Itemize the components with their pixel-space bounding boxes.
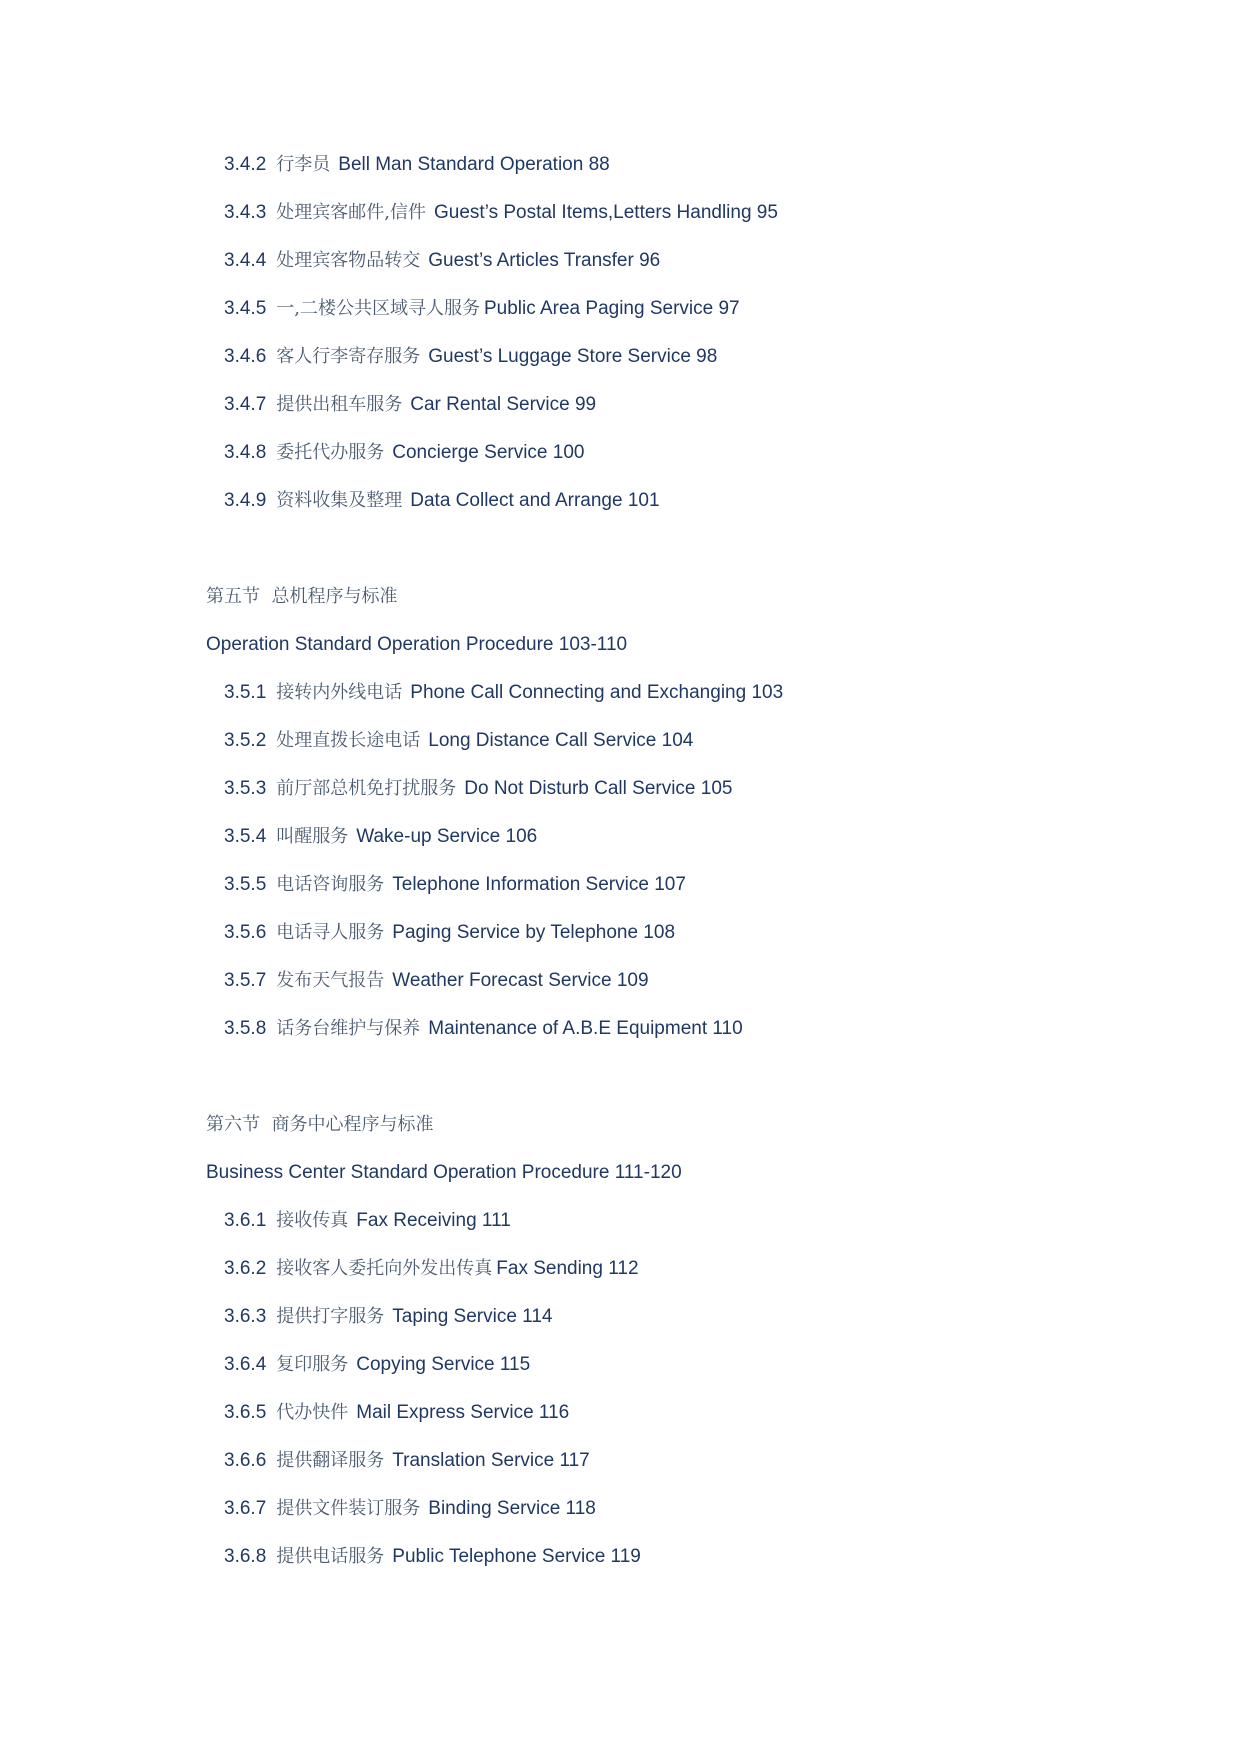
entry-title-cn: 处理直拨长途电话 — [276, 730, 421, 751]
entry-title-en: Paging Service by Telephone 108 — [392, 922, 676, 943]
toc-entry[interactable] — [224, 1545, 641, 1569]
entry-number: 3.6.7 — [224, 1498, 267, 1519]
section-title-en: Operation Standard Operation Procedure 103-110 — [206, 634, 628, 655]
toc-entry[interactable] — [224, 777, 732, 801]
entry-title-cn: 客人行李寄存服务 — [276, 346, 421, 367]
entry-number: 3.4.7 — [224, 394, 267, 415]
entry-title-cn: 接收客人委托向外发出传真 — [276, 1258, 493, 1279]
entry-title-en: Car Rental Service 99 — [410, 394, 597, 415]
toc-entry[interactable] — [224, 921, 675, 945]
entry-number: 3.6.6 — [224, 1450, 267, 1471]
entry-title-en: Wake-up Service 106 — [356, 826, 538, 847]
entry-number: 3.6.4 — [224, 1354, 267, 1375]
toc-entry[interactable] — [224, 297, 740, 321]
entry-title-cn: 处理宾客物品转交 — [276, 250, 421, 271]
entry-number: 3.4.3 — [224, 202, 267, 223]
entry-title-en: Mail Express Service 116 — [356, 1402, 570, 1423]
toc-entry[interactable] — [224, 1209, 511, 1233]
toc-entry[interactable] — [224, 345, 717, 369]
entry-number: 3.6.2 — [224, 1258, 267, 1279]
toc-entry[interactable] — [224, 201, 778, 225]
entry-title-en: Guest’s Postal Items,Letters Handling 95 — [434, 202, 778, 223]
entry-title-cn: 提供出租车服务 — [276, 394, 403, 415]
toc-entry[interactable] — [224, 873, 686, 897]
entry-number: 3.5.7 — [224, 970, 267, 991]
entry-number: 3.6.1 — [224, 1210, 267, 1231]
toc-entry[interactable] — [224, 249, 660, 273]
entry-title-cn: 提供打字服务 — [276, 1306, 385, 1327]
entry-title-cn: 代办快件 — [276, 1402, 349, 1423]
entry-title-en: Public Area Paging Service 97 — [484, 298, 740, 319]
toc-entry[interactable] — [224, 729, 693, 753]
section-title-cn: 第五节 总机程序与标准 — [206, 586, 398, 607]
entry-title-en: Do Not Disturb Call Service 105 — [464, 778, 733, 799]
entry-title-en: Copying Service 115 — [356, 1354, 531, 1375]
entry-title-cn: 提供电话服务 — [276, 1546, 385, 1567]
entry-title-en: Weather Forecast Service 109 — [392, 970, 649, 991]
entry-number: 3.6.3 — [224, 1306, 267, 1327]
toc-entry[interactable] — [224, 825, 537, 849]
entry-title-cn: 一,二楼公共区域寻人服务 — [276, 298, 480, 319]
entry-number: 3.5.1 — [224, 682, 267, 703]
entry-title-en: Telephone Information Service 107 — [392, 874, 686, 895]
entry-title-en: Maintenance of A.B.E Equipment 110 — [428, 1018, 743, 1039]
section-heading-en[interactable] — [206, 1161, 682, 1185]
entry-title-cn: 处理宾客邮件,信件 — [276, 202, 426, 223]
entry-number: 3.5.2 — [224, 730, 267, 751]
entry-title-en: Guest’s Luggage Store Service 98 — [428, 346, 718, 367]
entry-title-en: Long Distance Call Service 104 — [428, 730, 694, 751]
entry-title-cn: 电话咨询服务 — [276, 874, 385, 895]
entry-number: 3.4.4 — [224, 250, 267, 271]
entry-title-cn: 行李员 — [276, 154, 331, 175]
section-title-cn: 第六节 商务中心程序与标准 — [206, 1114, 434, 1135]
entry-title-cn: 提供文件装订服务 — [276, 1498, 421, 1519]
entry-number: 3.5.6 — [224, 922, 267, 943]
entry-number: 3.4.5 — [224, 298, 267, 319]
entry-title-en: Translation Service 117 — [392, 1450, 590, 1471]
entry-number: 3.5.4 — [224, 826, 267, 847]
entry-title-cn: 资料收集及整理 — [276, 490, 403, 511]
entry-title-en: Fax Sending 112 — [496, 1258, 639, 1279]
entry-title-cn: 叫醒服务 — [276, 826, 349, 847]
toc-entry[interactable] — [224, 441, 584, 465]
toc-entry[interactable] — [224, 393, 596, 417]
toc-entry[interactable] — [224, 1257, 639, 1281]
entry-number: 3.4.8 — [224, 442, 267, 463]
entry-title-cn: 前厅部总机免打扰服务 — [276, 778, 457, 799]
entry-number: 3.5.8 — [224, 1018, 267, 1039]
entry-number: 3.6.8 — [224, 1546, 267, 1567]
entry-number: 3.5.3 — [224, 778, 267, 799]
entry-title-cn: 复印服务 — [276, 1354, 349, 1375]
entry-title-cn: 提供翻译服务 — [276, 1450, 385, 1471]
entry-title-cn: 接收传真 — [276, 1210, 349, 1231]
entry-title-en: Binding Service 118 — [428, 1498, 596, 1519]
entry-title-en: Phone Call Connecting and Exchanging 103 — [410, 682, 784, 703]
entry-title-cn: 话务台维护与保养 — [276, 1018, 421, 1039]
toc-entry[interactable] — [224, 153, 610, 177]
section-title-en: Business Center Standard Operation Procedure 111-120 — [206, 1162, 682, 1183]
toc-entry[interactable] — [224, 969, 649, 993]
section-heading-en[interactable] — [206, 633, 627, 657]
toc-entry[interactable] — [224, 1401, 569, 1425]
entry-title-en: Data Collect and Arrange 101 — [410, 490, 660, 511]
entry-number: 3.6.5 — [224, 1402, 267, 1423]
entry-number: 3.5.5 — [224, 874, 267, 895]
entry-title-cn: 委托代办服务 — [276, 442, 385, 463]
entry-title-en: Taping Service 114 — [392, 1306, 553, 1327]
toc-entry[interactable] — [224, 1017, 743, 1041]
entry-title-en: Bell Man Standard Operation 88 — [338, 154, 610, 175]
entry-title-cn: 接转内外线电话 — [276, 682, 403, 703]
entry-number: 3.4.6 — [224, 346, 267, 367]
toc-entry[interactable] — [224, 1305, 552, 1329]
section-heading-cn[interactable] — [206, 585, 397, 609]
toc-entry[interactable] — [224, 1449, 590, 1473]
entry-title-en: Public Telephone Service 119 — [392, 1546, 641, 1567]
entry-title-cn: 发布天气报告 — [276, 970, 385, 991]
toc-entry[interactable] — [224, 681, 783, 705]
entry-number: 3.4.2 — [224, 154, 267, 175]
entry-title-en: Concierge Service 100 — [392, 442, 585, 463]
entry-title-en: Guest’s Articles Transfer 96 — [428, 250, 661, 271]
toc-entry[interactable] — [224, 1353, 530, 1377]
entry-title-cn: 电话寻人服务 — [276, 922, 385, 943]
section-heading-cn[interactable] — [206, 1113, 433, 1137]
toc-entry[interactable] — [224, 1497, 596, 1521]
toc-entry[interactable] — [224, 489, 660, 513]
entry-title-en: Fax Receiving 111 — [356, 1210, 511, 1231]
entry-number: 3.4.9 — [224, 490, 267, 511]
